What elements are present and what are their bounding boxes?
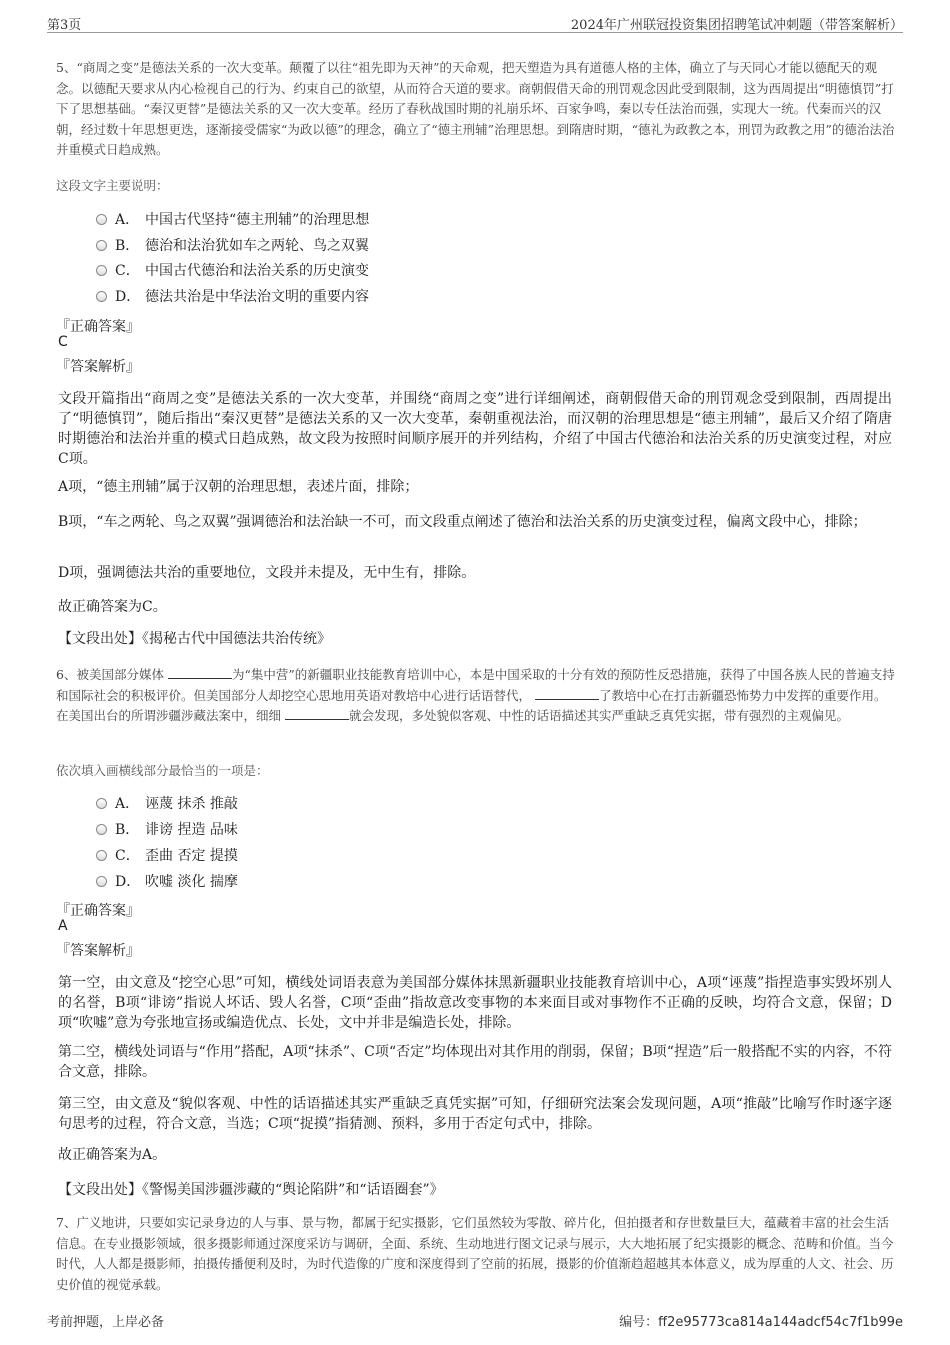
q5-conclusion: 故正确答案为C。 — [58, 599, 167, 615]
q7-stem: 7、广义地讲，只要如实记录身边的人与事、景与物，都属于纪实摄影，它们虽然较为零散、碎片化，但拍摄者和存世数量巨大，蕴藏着丰富的社会生活信息。在专业摄影领域，很多摄影师通过深度采访与调研，全面、系统、生动地进行图文记录与展示，大大地拓展了纪实摄影的概念、范畴和价值。当今时代，人人都是摄影师，拍摄传播便利及时，为时代造像的广度和深度得到了空前的拓展，摄影的价值渐趋超越其本体意义，成为厚重的人文、社会、历史价值的视觉承载。 — [56, 1215, 894, 1292]
fill-blank-3 — [285, 707, 349, 720]
q6-answer-label: 『正确答案』 — [56, 903, 140, 919]
q5-analysis-a: A项，“德主刑辅”属于汉朝的治理思想，表述片面，排除； — [58, 479, 419, 495]
q6-analysis-blank1: 第一空，由文意及“挖空心思”可知，横线处词语表意为美国部分媒体抹黑新疆职业技能教育培训中心，A项“诬蔑”指捏造事实毁坏别人的名誉，B项“诽谤”指说人坏话、毁人名誉，C项“歪曲”指故意改变事物的本来面目或对事物作不正确的反映，均符合文意，保留；D项“吹嘘”意为夸张地宣扬或编造优点、长处，文中并非是编造长处，排除。 — [58, 975, 892, 1031]
radio-icon[interactable] — [96, 824, 107, 835]
q5-answer-label: 『正确答案』 — [56, 319, 140, 335]
q5-option-c[interactable]: C． 中国古代德治和法治关系的历史演变 — [96, 260, 369, 282]
q5-option-d[interactable]: D． 德法共治是中华法治文明的重要内容 — [96, 286, 369, 308]
q5-answer: C — [58, 334, 68, 350]
radio-icon[interactable] — [96, 798, 107, 809]
q6-option-c[interactable]: C． 歪曲 否定 提摸 — [96, 845, 238, 867]
q6-analysis-blank2: 第二空，横线处词语与“作用”搭配，A项“抹杀”、C项“否定”均体现出对其作用的削弱，保留；B项“捏造”后一般搭配不实的内容，不符合文意，排除。 — [58, 1044, 892, 1080]
q5-analysis-d: D项，强调德法共治的重要地位，文段并未提及，无中生有，排除。 — [58, 565, 476, 581]
q6-analysis-blank3: 第三空，由文意及“貌似客观、中性的话语描述其实严重缺乏真凭实据”可知，仔细研究法案会发现问题，A项“推敲”比喻写作时逐字逐句思考的过程，符合文意，当选；C项“捉摸”指猜测、预料，多用于否定句式中，排除。 — [58, 1096, 892, 1132]
q5-source: 【文段出处】《揭秘古代中国德法共治传统》 — [58, 631, 331, 647]
q6-conclusion: 故正确答案为A。 — [58, 1147, 167, 1163]
page-number: 第3页 — [47, 18, 82, 33]
q5-analysis-label: 『答案解析』 — [56, 359, 140, 375]
q5-analysis-main: 文段开篇指出“商周之变”是德法关系的一次大变革，并围绕“商周之变”进行详细阐述，商朝假借天命的刑罚观念受到限制，西周提出了“明德慎罚”，随后指出“秦汉更替”是德法关系的又一次大变革，秦朝重视法治，而汉朝的治理思想是“德主刑辅”，最后又介绍了隋唐时期德治和法治并重的模式日趋成熟，故文段为按照时间顺序展开的并列结构，介绍了中国古代德治和法治关系的历史演变过程，对应C项。 — [58, 391, 892, 467]
q6-analysis-label: 『答案解析』 — [56, 943, 140, 959]
fill-blank-2 — [535, 687, 599, 700]
q6-option-a[interactable]: A． 诬蔑 抹杀 推敲 — [96, 793, 238, 815]
q6-option-d[interactable]: D． 吹嘘 淡化 揣摩 — [96, 871, 238, 893]
q5-analysis-b: B项，“车之两轮、鸟之双翼”强调德治和法治缺一不可，而文段重点阐述了德治和法治关系的历史演变过程，偏离文段中心，排除； — [58, 514, 867, 530]
footer-slogan: 考前押题，上岸必备 — [47, 1315, 165, 1330]
radio-icon[interactable] — [96, 214, 107, 225]
q5-option-a[interactable]: A． 中国古代坚持“德主刑辅”的治理思想 — [96, 209, 369, 231]
q6-option-b[interactable]: B． 诽谤 捏造 品味 — [96, 819, 238, 841]
fill-blank-1 — [168, 666, 232, 679]
q6-ask: 依次填入画横线部分最恰当的一项是： — [56, 763, 269, 778]
radio-icon[interactable] — [96, 291, 107, 302]
radio-icon[interactable] — [96, 850, 107, 861]
q5-stem: 5、“商周之变”是德法关系的一次大变革。颠覆了以往“祖先即为天神”的天命观，把天塑造为具有道德人格的主体，确立了与天同心才能以德配天的观念。以德配天要求从内心检视自己的行为、约束自己的欲望，从而符合天道的要求。商朝假借天命的刑罚观念因此受到限制，这为西周提出“明德慎罚”打下了思想基础。“秦汉更替”是德法关系的又一次大变革。经历了春秋战国时期的礼崩乐坏、百家争鸣，秦以专任法治而强，实现大一统。代秦而兴的汉朝，经过数十年思想更迭，逐渐接受儒家“为政以德”的理念，确立了“德主刑辅”治理思想。到隋唐时期，“德礼为政教之本，刑罚为政教之用”的德治法治并重模式日趋成熟。 — [56, 60, 895, 157]
q5-option-b[interactable]: B． 德治和法治犹如车之两轮、鸟之双翼 — [96, 235, 369, 257]
radio-icon[interactable] — [96, 265, 107, 276]
document-title: 2024年广州联冠投资集团招聘笔试冲刺题（带答案解析） — [570, 18, 903, 33]
radio-icon[interactable] — [96, 876, 107, 887]
q6-source: 【文段出处】《警惕美国涉疆涉藏的“舆论陷阱”和“话语圈套”》 — [58, 1182, 444, 1198]
q6-answer: A — [58, 918, 68, 934]
q5-ask: 这段文字主要说明： — [56, 178, 169, 193]
radio-icon[interactable] — [96, 240, 107, 251]
page-header — [47, 12, 903, 33]
document-code: 编号：ff2e95773ca814a144adcf54c7f1b99e — [619, 1315, 903, 1330]
q6-stem: 6、被美国部分媒体 为“集中营”的新疆职业技能教育培训中心，本是中国采取的十分有效的预防性反恐措施，获得了中国各族人民的普遍支持和国际社会的积极评价。但美国部分人却挖空心思地用英语对教培中心进行话语替代， 了教培中心在打击新疆恐怖势力中发挥的重要作用。在美国出台的所谓涉疆涉藏法案中，细细 就会发现，多处貌似客观、中性的话语描述其实严重缺乏真凭实据，带有强烈的主观偏见。 — [56, 667, 895, 723]
